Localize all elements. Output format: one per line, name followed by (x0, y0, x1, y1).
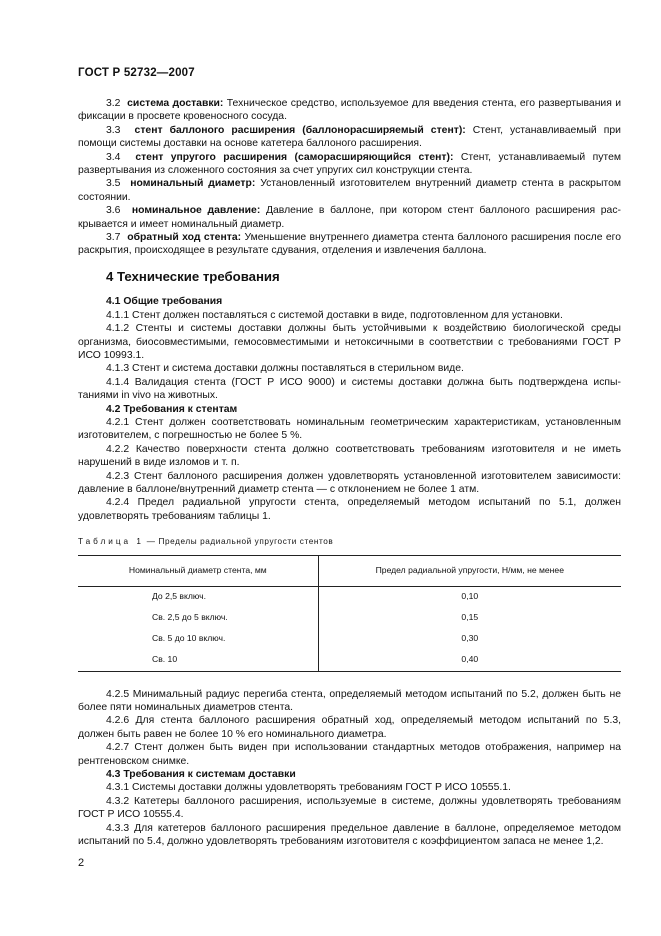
subsection-4-1-heading: 4.1 Общие требования (106, 296, 223, 308)
table-row (78, 629, 621, 650)
table-header-limit: Предел радиальной упругости, Н/мм, не менее (318, 555, 621, 586)
table-header-diameter: Номинальный диаметр стента, мм (78, 555, 318, 586)
section-4-heading: 4 Технические требования (106, 268, 280, 284)
table-row (78, 608, 621, 629)
table-row (78, 650, 621, 672)
table-cell-limit: 0,40 (318, 650, 621, 672)
clause-4-2-6: 4.2.6 Для стента баллоного расширения обратный ход, определяемый методом испытаний по 5.3, должен быть равен не более 10 % его номинального диаметра. (78, 715, 621, 740)
subsection-4-2-heading: 4.2 Требования к стентам (106, 403, 238, 415)
table-1-caption: Таблица 1 — Пределы радиальной упругости стентов (78, 537, 334, 547)
definition-3-3: 3.3 стент баллоного расширения (баллонорасширяемый стент): Стент, устанавливаемый при помощи системы доставки на основе катетера баллоного расширения. (78, 124, 621, 150)
definition-3-6: 3.6 номинальное давление: Давление в баллоне, при котором стент баллоного расширения раскрывается и имеет номинальный диаметр. (78, 205, 621, 230)
page-number: 2 (78, 857, 85, 869)
clause-4-1-2: 4.1.2 Стенты и системы доставки должны быть устойчивыми к воздействию биологической среды организма, биосовместимыми, гемосовместимыми и нетоксичными в соответствии с требованиями ГОСТ Р ИСО 10993.1. (78, 323, 621, 361)
clause-4-2-3: 4.2.3 Стент баллоного расширения должен удовлетворять установленной изготовителем зависимости: давление в баллоне/внутренний диаметр стента — с отклонением не более 1 атм. (78, 470, 621, 495)
table-cell-diameter: Св. 5 до 10 включ. (152, 633, 226, 644)
table-cell-diameter: Св. 2,5 до 5 включ. (152, 612, 228, 623)
definition-3-5: 3.5 номинальный диаметр: Установленный изготовителем внутренний диаметр стента в раскрытом состоянии. (78, 178, 621, 203)
clause-4-2-5: 4.2.5 Минимальный радиус перегиба стента, определяемый методом испытаний по 5.2, должен быть не более пяти номинальных диаметров стента. (78, 688, 621, 713)
definition-3-2: 3.2 система доставки: Техническое средство, используемое для введения стента, его развертывания и фиксации в просвете кровеносного сосуда. (78, 98, 622, 123)
table-cell-limit: 0,15 (318, 608, 621, 629)
table-header-row (78, 555, 621, 586)
table-cell-diameter: Св. 10 (78, 650, 318, 672)
clause-4-1-4: 4.1.4 Валидация стента (ГОСТ Р ИСО 9000) и системы доставки должна быть подтверждена испытаниями in vivo на животных. (78, 376, 621, 402)
table-cell-limit: 0,30 (318, 629, 621, 650)
table-1 (78, 555, 621, 672)
clause-4-1-1: 4.1.1 Стент должен поставляться с системой доставки в виде, подготовленном для установки. (106, 309, 563, 321)
clause-4-3-2: 4.3.2 Катетеры баллоного расширения, используемые в системе, должны удовлетворять требованиям ГОСТ Р ИСО 10555.4. (78, 795, 621, 821)
document-body (78, 97, 621, 848)
table-cell-diameter: До 2,5 включ. (152, 591, 206, 602)
clause-4-3-1: 4.3.1 Системы доставки должны удовлетворять требованиям ГОСТ Р ИСО 10555.1. (106, 782, 511, 794)
clause-4-3-3: 4.3.3 Для катетеров баллоного расширения предельное давление в баллоне, определяемое методом испытаний по 5.4, должно удовлетворять требованиям изготовителя с коэффициентом запаса не менее 1,2. (78, 822, 621, 848)
clause-4-2-7: 4.2.7 Стент должен быть виден при использовании стандартных методов отображения, например на рентгеновском снимке. (78, 742, 621, 767)
clause-4-2-1: 4.2.1 Стент должен соответствовать номинальным геометрическим характеристикам, установленным изготовителем, с погрешностью не более 5 %. (78, 416, 621, 442)
subsection-4-3-heading: 4.3 Требования к системам доставки (106, 769, 296, 781)
table-cell-limit: 0,10 (318, 586, 621, 608)
document-code-header: ГОСТ Р 52732—2007 (78, 67, 195, 79)
clause-4-2-4: 4.2.4 Предел радиальной упругости стента, определяемый методом испытаний по 5.1, должен удовлетворять требованиям таблицы 1. (78, 497, 621, 522)
table-row (78, 586, 621, 608)
definition-3-7: 3.7 обратный ход стента: Уменьшение внутреннего диаметра стента баллоного расширения после его раскрытия, происходящее в результате сдувания, отделения и извлечения баллона. (78, 232, 621, 257)
definition-3-4: 3.4 стент упругого расширения (саморасширяющийся стент): Стент, устанавливаемый путем развертывания из сложенного состояния за счет упругих сил конструкции стента. (78, 151, 621, 177)
clause-4-2-2: 4.2.2 Качество поверхности стента должно соответствовать требованиям изготовителя и не иметь нарушений в виде изломов и т. п. (78, 443, 621, 469)
clause-4-1-3: 4.1.3 Стент и система доставки должны поставляться в стерильном виде. (106, 363, 464, 375)
